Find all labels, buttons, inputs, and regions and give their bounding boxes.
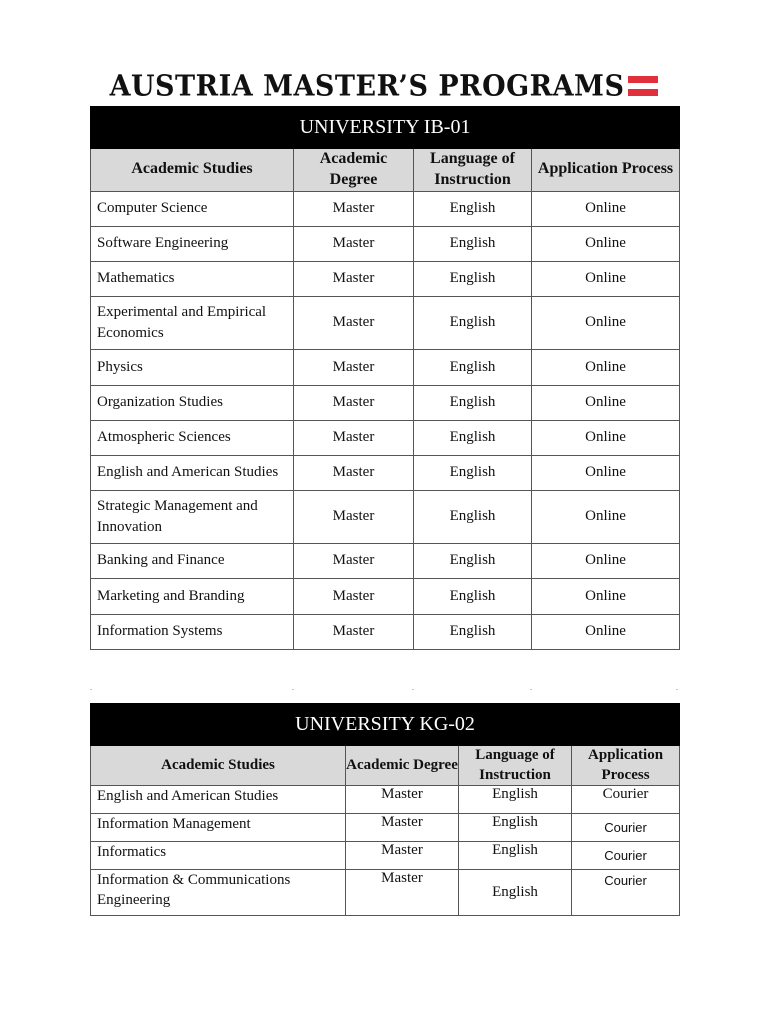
study-cell: Atmospheric Sciences xyxy=(91,420,294,455)
column-header-academic-studies: Academic Studies xyxy=(91,149,294,192)
language-cell: English xyxy=(414,261,532,296)
study-cell: Experimental and Empirical Economics xyxy=(91,296,294,349)
table-row xyxy=(91,349,680,385)
table-row xyxy=(91,420,680,455)
column-header-application-process: Application Process xyxy=(532,149,680,192)
degree-cell: Master xyxy=(294,296,414,349)
study-cell: Organization Studies xyxy=(91,385,294,420)
divider-dot: . xyxy=(412,683,414,692)
study-cell: English and American Studies xyxy=(91,786,346,814)
process-cell: Courier xyxy=(572,786,680,814)
language-cell: English xyxy=(414,385,532,420)
degree-cell: Master xyxy=(294,261,414,296)
language-cell: English xyxy=(459,842,572,870)
study-cell: Information Management xyxy=(91,814,346,842)
table-row xyxy=(91,296,680,349)
column-header-academic-studies: Academic Studies xyxy=(91,746,346,786)
language-cell: English xyxy=(414,455,532,490)
table-row xyxy=(91,226,680,261)
table-row xyxy=(91,614,680,649)
university-name-header: UNIVERSITY KG-02 xyxy=(91,704,680,746)
table-row xyxy=(91,842,680,870)
column-header-academic-degree: Academic Degree xyxy=(346,746,459,786)
degree-cell: Master xyxy=(294,543,414,578)
column-header-academic-degree: Academic Degree xyxy=(294,149,414,192)
process-cell: Online xyxy=(532,578,680,614)
language-cell: English xyxy=(414,490,532,543)
degree-cell: Master xyxy=(294,191,414,226)
study-cell: Computer Science xyxy=(91,191,294,226)
process-cell: Online xyxy=(532,296,680,349)
university-name-header: UNIVERSITY IB-01 xyxy=(91,107,680,149)
study-cell: Information & Communications Engineering xyxy=(91,870,346,916)
degree-cell: Master xyxy=(346,842,459,870)
degree-cell: Master xyxy=(294,420,414,455)
language-cell: English xyxy=(414,543,532,578)
table-row xyxy=(91,191,680,226)
page-title xyxy=(0,66,768,106)
table-row xyxy=(91,870,680,916)
language-cell: English xyxy=(414,420,532,455)
process-cell: Online xyxy=(532,455,680,490)
study-cell: Physics xyxy=(91,349,294,385)
table-row xyxy=(91,490,680,543)
process-cell: Courier xyxy=(572,870,680,916)
process-cell: Online xyxy=(532,226,680,261)
page-title-text: AUSTRIA MASTER’S PROGRAMS xyxy=(109,69,625,103)
study-cell: Information Systems xyxy=(91,614,294,649)
language-cell: English xyxy=(459,870,572,916)
language-cell: English xyxy=(459,786,572,814)
degree-cell: Master xyxy=(294,226,414,261)
table-row xyxy=(91,385,680,420)
language-cell: English xyxy=(459,814,572,842)
university-ib-01-table xyxy=(90,106,680,650)
table-row xyxy=(91,543,680,578)
degree-cell: Master xyxy=(346,786,459,814)
divider-dot: . xyxy=(292,683,294,692)
table-row xyxy=(91,261,680,296)
table-row xyxy=(91,455,680,490)
column-header-language: Language of Instruction xyxy=(459,746,572,786)
study-cell: Strategic Management and Innovation xyxy=(91,490,294,543)
divider-dot: . xyxy=(676,683,678,692)
degree-cell: Master xyxy=(294,614,414,649)
column-header-language: Language of Instruction xyxy=(414,149,532,192)
degree-cell: Master xyxy=(294,385,414,420)
process-cell: Courier xyxy=(572,814,680,842)
study-cell: Marketing and Branding xyxy=(91,578,294,614)
process-cell: Online xyxy=(532,385,680,420)
study-cell: Banking and Finance xyxy=(91,543,294,578)
study-cell: Mathematics xyxy=(91,261,294,296)
language-cell: English xyxy=(414,226,532,261)
language-cell: English xyxy=(414,614,532,649)
austria-flag-icon xyxy=(628,76,658,96)
language-cell: English xyxy=(414,191,532,226)
process-cell: Online xyxy=(532,490,680,543)
degree-cell: Master xyxy=(294,349,414,385)
degree-cell: Master xyxy=(294,455,414,490)
divider-dot: . xyxy=(90,683,92,692)
university-kg-02-table xyxy=(90,703,680,916)
language-cell: English xyxy=(414,349,532,385)
process-cell: Online xyxy=(532,349,680,385)
process-cell: Courier xyxy=(572,842,680,870)
process-cell: Online xyxy=(532,543,680,578)
study-cell: English and American Studies xyxy=(91,455,294,490)
study-cell: Informatics xyxy=(91,842,346,870)
table-row xyxy=(91,786,680,814)
degree-cell: Master xyxy=(294,578,414,614)
table-row xyxy=(91,814,680,842)
degree-cell: Master xyxy=(346,814,459,842)
study-cell: Software Engineering xyxy=(91,226,294,261)
process-cell: Online xyxy=(532,191,680,226)
degree-cell: Master xyxy=(346,870,459,916)
language-cell: English xyxy=(414,578,532,614)
process-cell: Online xyxy=(532,261,680,296)
process-cell: Online xyxy=(532,420,680,455)
language-cell: English xyxy=(414,296,532,349)
process-cell: Online xyxy=(532,614,680,649)
degree-cell: Master xyxy=(294,490,414,543)
divider-dot: . xyxy=(530,683,532,692)
table-row xyxy=(91,578,680,614)
column-header-application-process: Application Process xyxy=(572,746,680,786)
